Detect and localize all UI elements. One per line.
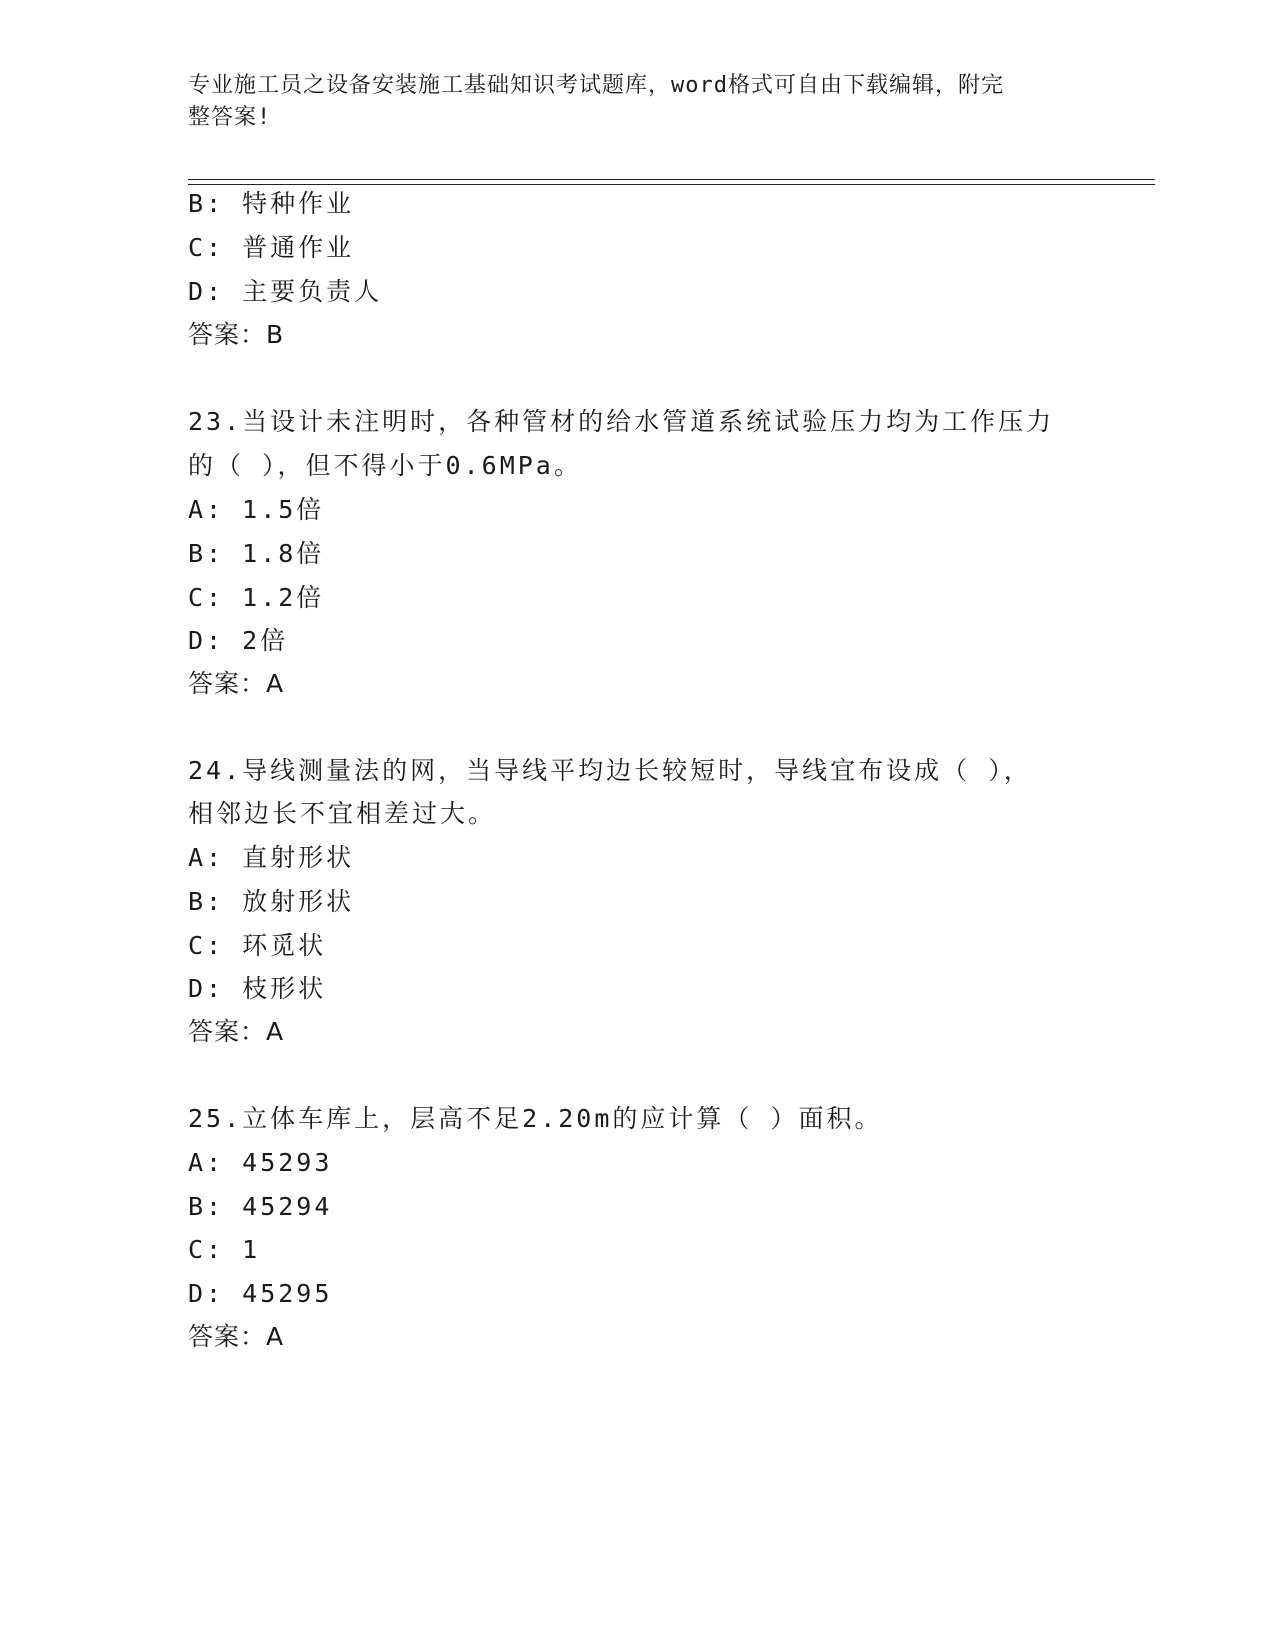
q24-option-d: D: 枝形状 [188, 974, 327, 1003]
q23-option-a: A: 1.5倍 [188, 495, 325, 524]
q22-option-d: D: 主要负责人 [188, 277, 383, 306]
q24-option-b: B: 放射形状 [188, 887, 355, 916]
q23-option-d: D: 2倍 [188, 626, 289, 655]
q22-answer: 答案：B [188, 320, 285, 349]
q24-stem-line-1: 24.导线测量法的网，当导线平均边长较短时，导线宜布设成（ ）， [188, 756, 1032, 785]
q24-option-c: C: 环觅状 [188, 931, 327, 960]
q24-answer: 答案：A [188, 1017, 285, 1046]
header-double-rule [188, 179, 1155, 185]
q25-option-a: A: 45293 [188, 1148, 333, 1177]
q25-option-b: B: 45294 [188, 1192, 333, 1221]
q23-answer: 答案：A [188, 669, 285, 698]
q25-answer: 答案：A [188, 1322, 285, 1351]
q23-option-b: B: 1.8倍 [188, 539, 325, 568]
q22-option-b: B: 特种作业 [188, 189, 355, 218]
q25-option-d: D: 45295 [188, 1279, 333, 1308]
q23-stem-line-2: 的（ ），但不得小于0.6MPa。 [188, 451, 582, 480]
q23-option-c: C: 1.2倍 [188, 583, 325, 612]
document-title-line-2: 整答案! [188, 105, 272, 130]
q24-stem-line-2: 相邻边长不宜相差过大。 [188, 799, 497, 828]
q25-option-c: C: 1 [188, 1235, 261, 1264]
document-header [188, 70, 1068, 134]
q23-stem-line-1: 23.当设计未注明时，各种管材的给水管道系统试验压力均为工作压力 [188, 407, 1055, 436]
document-title-line-1: 专业施工员之设备安装施工基础知识考试题库，word格式可自由下载编辑，附完 [188, 73, 1004, 98]
q22-option-c: C: 普通作业 [188, 233, 355, 262]
q24-option-a: A: 直射形状 [188, 843, 355, 872]
q25-stem-line-1: 25.立体车库上，层高不足2.20m的应计算（ ）面积。 [188, 1104, 883, 1133]
